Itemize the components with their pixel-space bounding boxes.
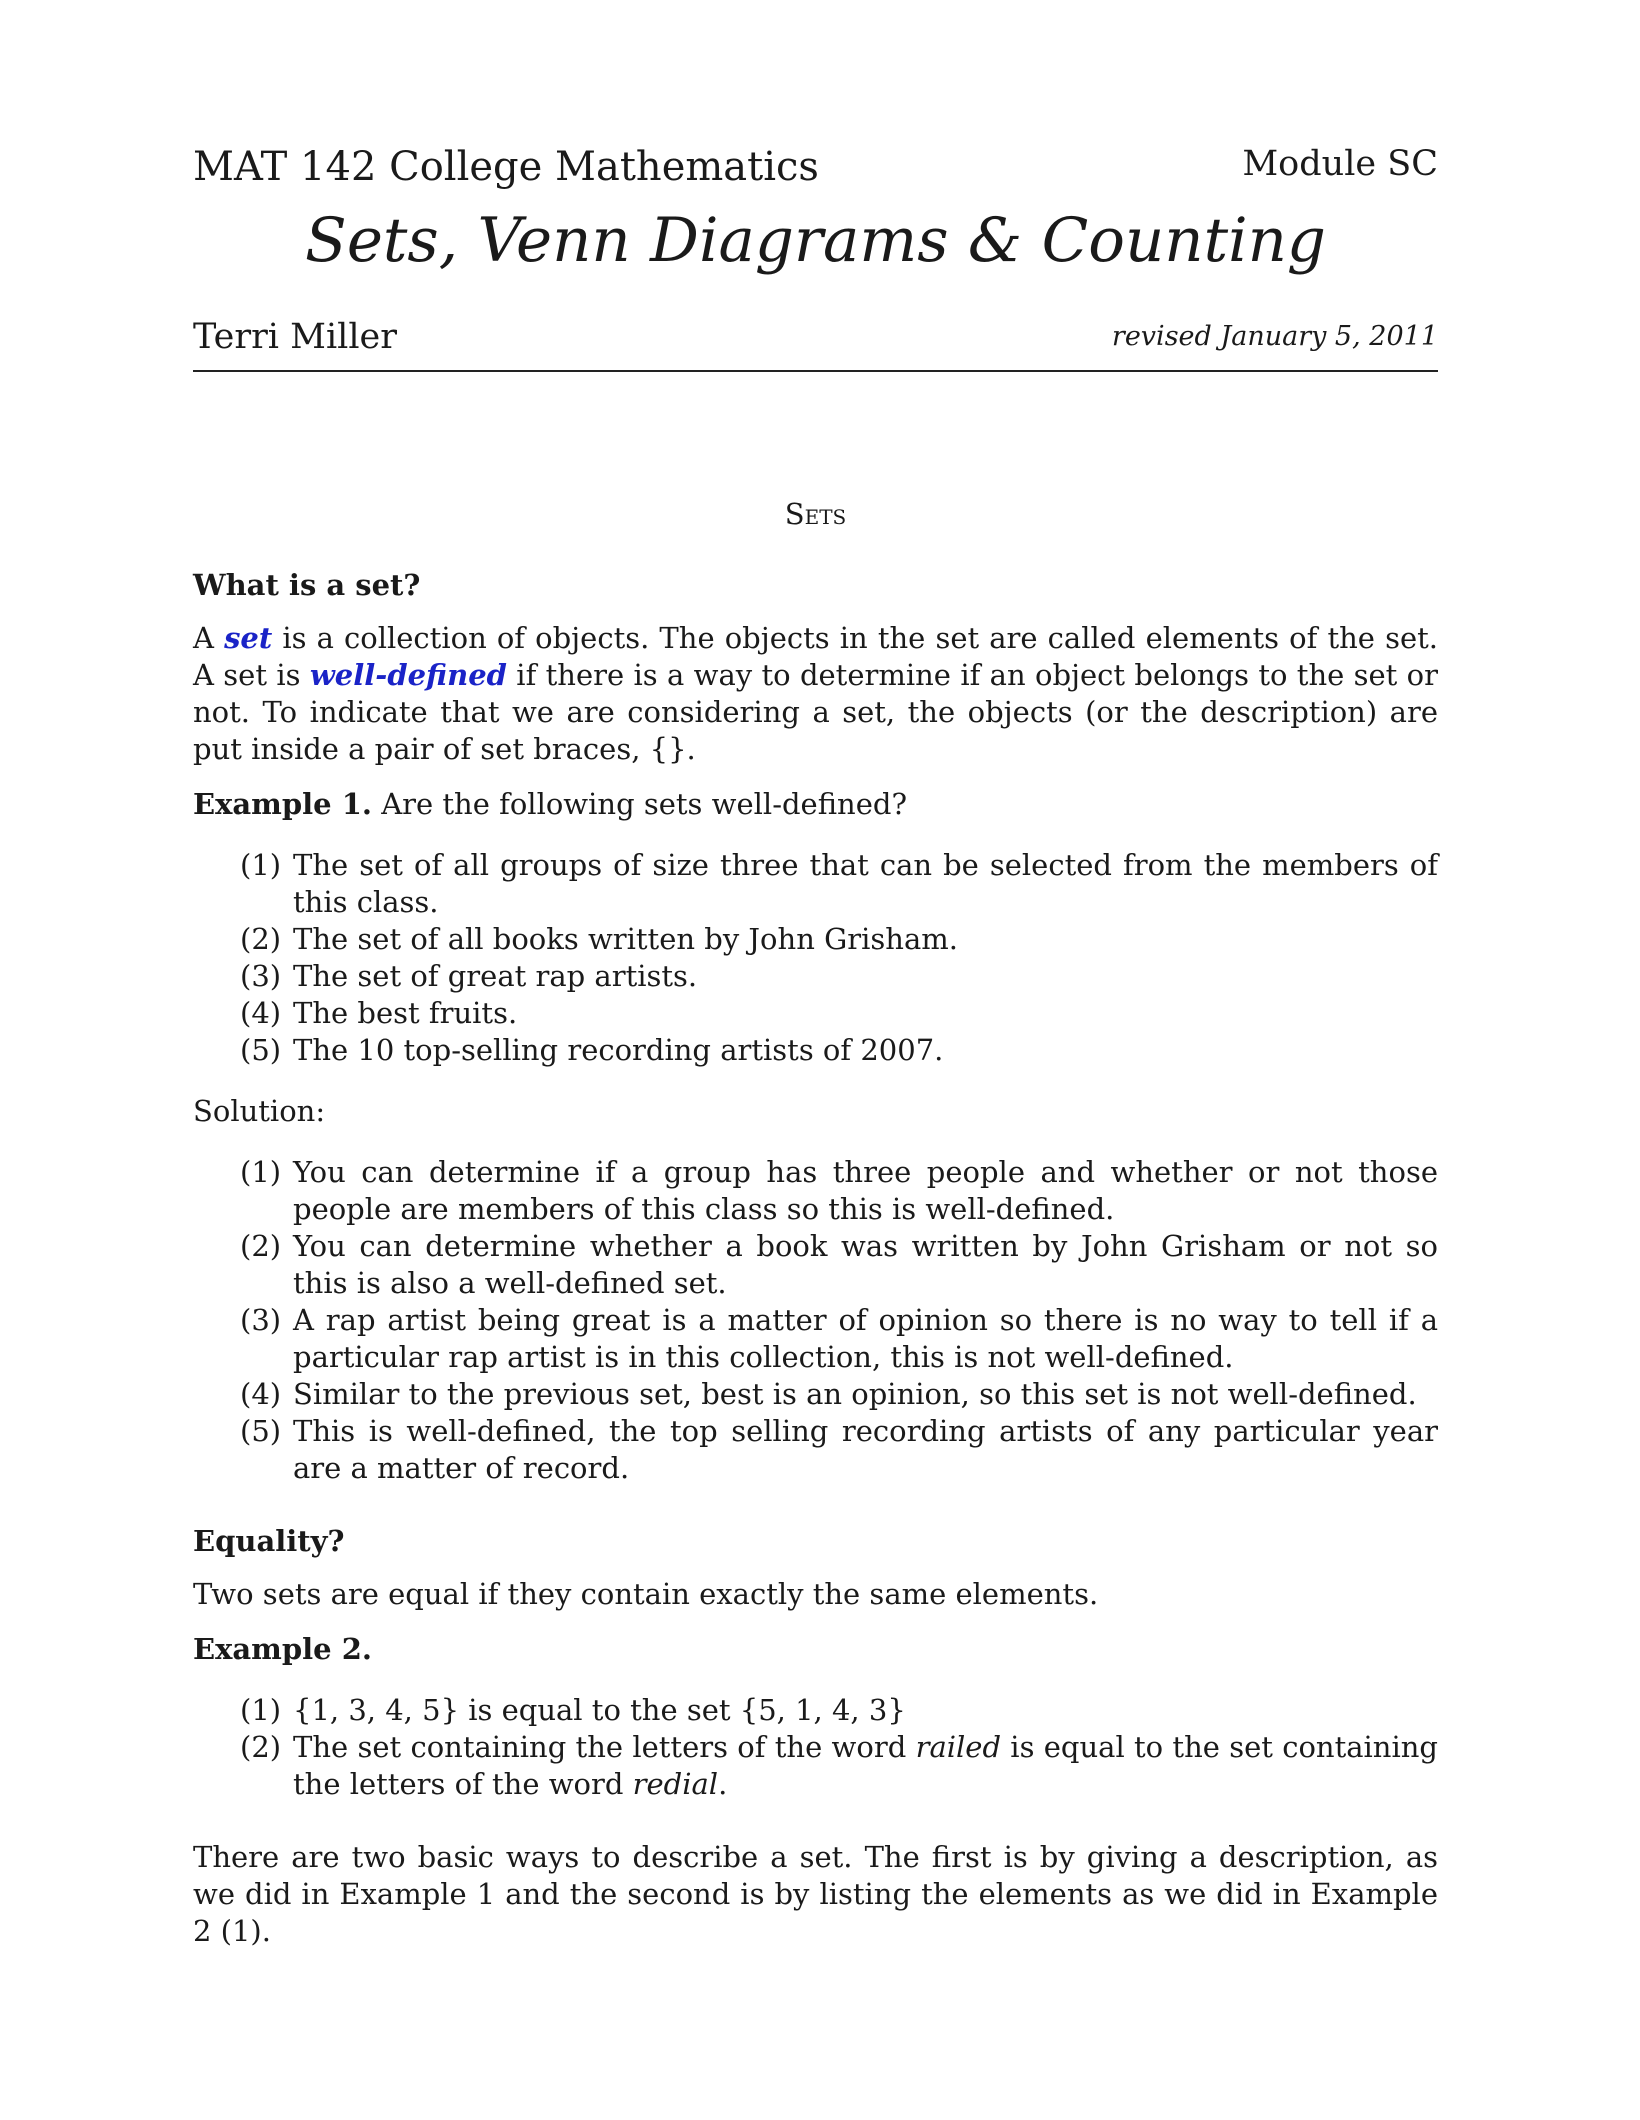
list-item (193, 847, 1438, 921)
header-row-course (193, 144, 1438, 190)
item-text: You can determine whether a book was written by John Grisham or not so this is also a well-defined set. (293, 1229, 1438, 1300)
item-number: (1) (240, 1693, 282, 1727)
item-number: (4) (240, 1377, 282, 1411)
list-item (193, 921, 1438, 958)
section-title: Sets (784, 497, 847, 531)
solution-label: Solution: (193, 1094, 326, 1128)
equality-text: Two sets are equal if they contain exactly the same elements. (193, 1577, 1099, 1611)
revision-date: revised January 5, 2011 (1111, 321, 1438, 352)
item-number: (5) (240, 1033, 282, 1067)
list-item (193, 1302, 1438, 1376)
word-redial: redial (632, 1767, 719, 1801)
example1-heading (193, 786, 1438, 823)
solution-list (193, 1154, 1438, 1487)
course-name: MAT 142 College Mathematics (193, 144, 819, 190)
author-name: Terri Miller (193, 317, 397, 357)
item-text-part: is equal to the set containing the letters of the word (293, 1730, 1439, 1801)
item-number: (1) (240, 1155, 282, 1189)
item-text: A rap artist being great is a matter of opinion so there is no way to tell if a particular rap artist is in this collection, this is not well-defined. (293, 1303, 1438, 1374)
list-item (193, 1413, 1438, 1487)
header-row-author (193, 317, 1438, 357)
item-number: (5) (240, 1414, 282, 1448)
item-text: Similar to the previous set, best is an opinion, so this set is not well-defined. (293, 1377, 1417, 1411)
item-text-part: . (718, 1767, 728, 1801)
definition-text-1: A (193, 621, 225, 655)
document-title: Sets, Venn Diagrams & Counting (305, 205, 1326, 276)
list-item (193, 1376, 1438, 1413)
item-number: (2) (240, 1229, 282, 1263)
item-text: The set of great rap artists. (293, 959, 698, 993)
item-text: {1, 3, 4, 5} is equal to the set {5, 1, 4, 3} (293, 1693, 906, 1727)
list-item (193, 958, 1438, 995)
word-railed: railed (915, 1730, 1002, 1764)
term-set: set (224, 621, 273, 655)
item-number: (3) (240, 1303, 282, 1337)
item-text: You can determine if a group has three people and whether or not those people are members of this class so this is well-defined. (293, 1155, 1438, 1226)
closing-paragraph: There are two basic ways to describe a set. The first is by giving a description, as we did in Example 1 and the second is by listing the elements as we did in Example 2 (1). (193, 1840, 1438, 1948)
item-text: The 10 top-selling recording artists of 2007. (293, 1033, 944, 1067)
item-text: The set of all books written by John Grisham. (293, 922, 958, 956)
list-item (193, 1154, 1438, 1228)
example2-list (193, 1692, 1438, 1803)
item-number: (3) (240, 959, 282, 993)
set-definition-paragraph (193, 620, 1438, 768)
example2-label: Example 2. (193, 1632, 372, 1666)
item-text: The set of all groups of size three that can be selected from the members of this class. (293, 848, 1438, 919)
item-number: (1) (240, 848, 282, 882)
list-item (193, 1032, 1438, 1069)
item-text: The best fruits. (293, 996, 518, 1030)
item-text-part: The set containing the letters of the word (293, 1730, 916, 1764)
item-text: This is well-defined, the top selling recording artists of any particular year are a matter of record. (293, 1414, 1438, 1485)
example1-question: Are the following sets well-defined? (371, 787, 908, 821)
item-number: (2) (240, 922, 282, 956)
term-well-defined: well-defined (309, 658, 507, 692)
equality-heading: Equality? (193, 1524, 345, 1558)
example1-list (193, 847, 1438, 1069)
item-number: (4) (240, 996, 282, 1030)
item-number: (2) (240, 1730, 282, 1764)
example1-label: Example 1. (193, 787, 372, 821)
what-is-set-heading: What is a set? (193, 568, 421, 602)
list-item (193, 1729, 1438, 1803)
document-body (193, 496, 1438, 1968)
list-item (193, 995, 1438, 1032)
list-item (193, 1228, 1438, 1302)
header-rule (193, 370, 1438, 372)
list-item (193, 1692, 1438, 1729)
definition-text-3: if there is a way to determine if an object belongs to the set or not. To indicate that we are considering a set, the objects (or the description) are put inside a pair of set braces, {}. (193, 658, 1438, 766)
definition-text-2: is a collection of objects. The objects in the set are called elements of the set. A set is (193, 621, 1438, 692)
module-label: Module SC (1242, 144, 1438, 184)
